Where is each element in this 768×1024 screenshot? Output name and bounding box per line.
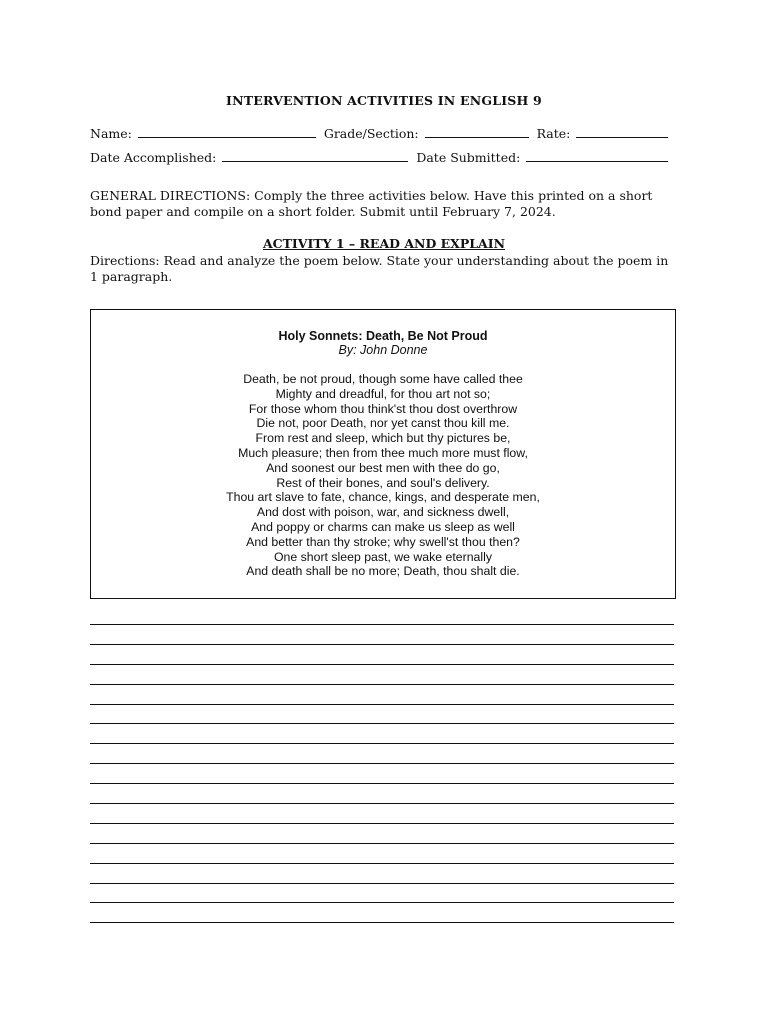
answer-line[interactable] [90, 684, 674, 704]
answer-line[interactable] [90, 883, 674, 903]
answer-line[interactable] [90, 902, 674, 922]
answer-line[interactable] [90, 664, 674, 684]
activity-1-title: ACTIVITY 1 – READ AND EXPLAIN [262, 236, 506, 251]
answer-line[interactable] [90, 783, 674, 803]
poem-line: Rest of their bones, and soul's delivery. [276, 475, 490, 490]
answer-line[interactable] [90, 843, 674, 863]
poem-line: And better than thy stroke; why swell'st thou then? [246, 534, 520, 549]
poem-line: One short sleep past, we wake eternally [273, 549, 493, 564]
general-directions: GENERAL DIRECTIONS: Comply the three activities below. Have this printed on a short bond paper and compile on a short folder. Submit until February 7, 2024. [90, 188, 653, 219]
poem-lines [91, 372, 675, 579]
grade-section-field[interactable] [425, 125, 529, 138]
poem-line: Death, be not proud, though some have called thee [243, 372, 523, 386]
date-accomplished-field[interactable] [222, 149, 408, 162]
poem-box [90, 309, 676, 599]
activity-1-directions: Directions: Read and analyze the poem below. State your understanding about the poem in 1 paragraph. [90, 253, 669, 284]
name-field[interactable] [138, 125, 316, 138]
poem-line: And dost with poison, war, and sickness dwell, [256, 505, 510, 520]
poem-line: Mighty and dreadful, for thou art not so; [275, 386, 491, 401]
rate-field[interactable] [576, 125, 668, 138]
poem-line: Thou art slave to fate, chance, kings, and desperate men, [226, 490, 540, 505]
page-title: INTERVENTION ACTIVITIES IN ENGLISH 9 [226, 93, 542, 108]
poem-line: For those whom thou think'st thou dost overthrow [248, 401, 518, 416]
poem-line: And poppy or charms can make us sleep as well [251, 519, 515, 534]
grade-section-label: Grade/Section: [323, 126, 419, 141]
answer-line[interactable] [90, 922, 674, 942]
poem-line: Die not, poor Death, nor yet canst thou kill me. [256, 416, 510, 431]
answer-line[interactable] [90, 823, 674, 843]
poem-line: Much pleasure; then from thee much more must flow, [238, 445, 528, 460]
poem-line: And death shall be no more; Death, thou shalt die. [246, 564, 520, 579]
date-submitted-label: Date Submitted: [416, 150, 521, 165]
answer-line[interactable] [90, 704, 674, 724]
answer-line[interactable] [90, 763, 674, 783]
answer-line[interactable] [90, 624, 674, 644]
poem-title: Holy Sonnets: Death, Be Not Proud [278, 329, 488, 343]
answer-lines[interactable] [90, 624, 674, 942]
info-row-2 [90, 149, 680, 165]
date-accomplished-label: Date Accomplished: [90, 150, 217, 165]
poem-author: By: John Donne [338, 343, 428, 357]
rate-label: Rate: [536, 126, 571, 141]
answer-line[interactable] [90, 863, 674, 883]
answer-line[interactable] [90, 723, 674, 743]
name-label: Name: [90, 126, 132, 141]
answer-line[interactable] [90, 743, 674, 763]
poem-line: And soonest our best men with thee do go, [266, 460, 500, 475]
answer-line[interactable] [90, 644, 674, 664]
info-row-1 [90, 125, 680, 141]
date-submitted-field[interactable] [526, 149, 668, 162]
answer-line[interactable] [90, 803, 674, 823]
poem-line: From rest and sleep, which but thy pictures be, [255, 431, 511, 446]
